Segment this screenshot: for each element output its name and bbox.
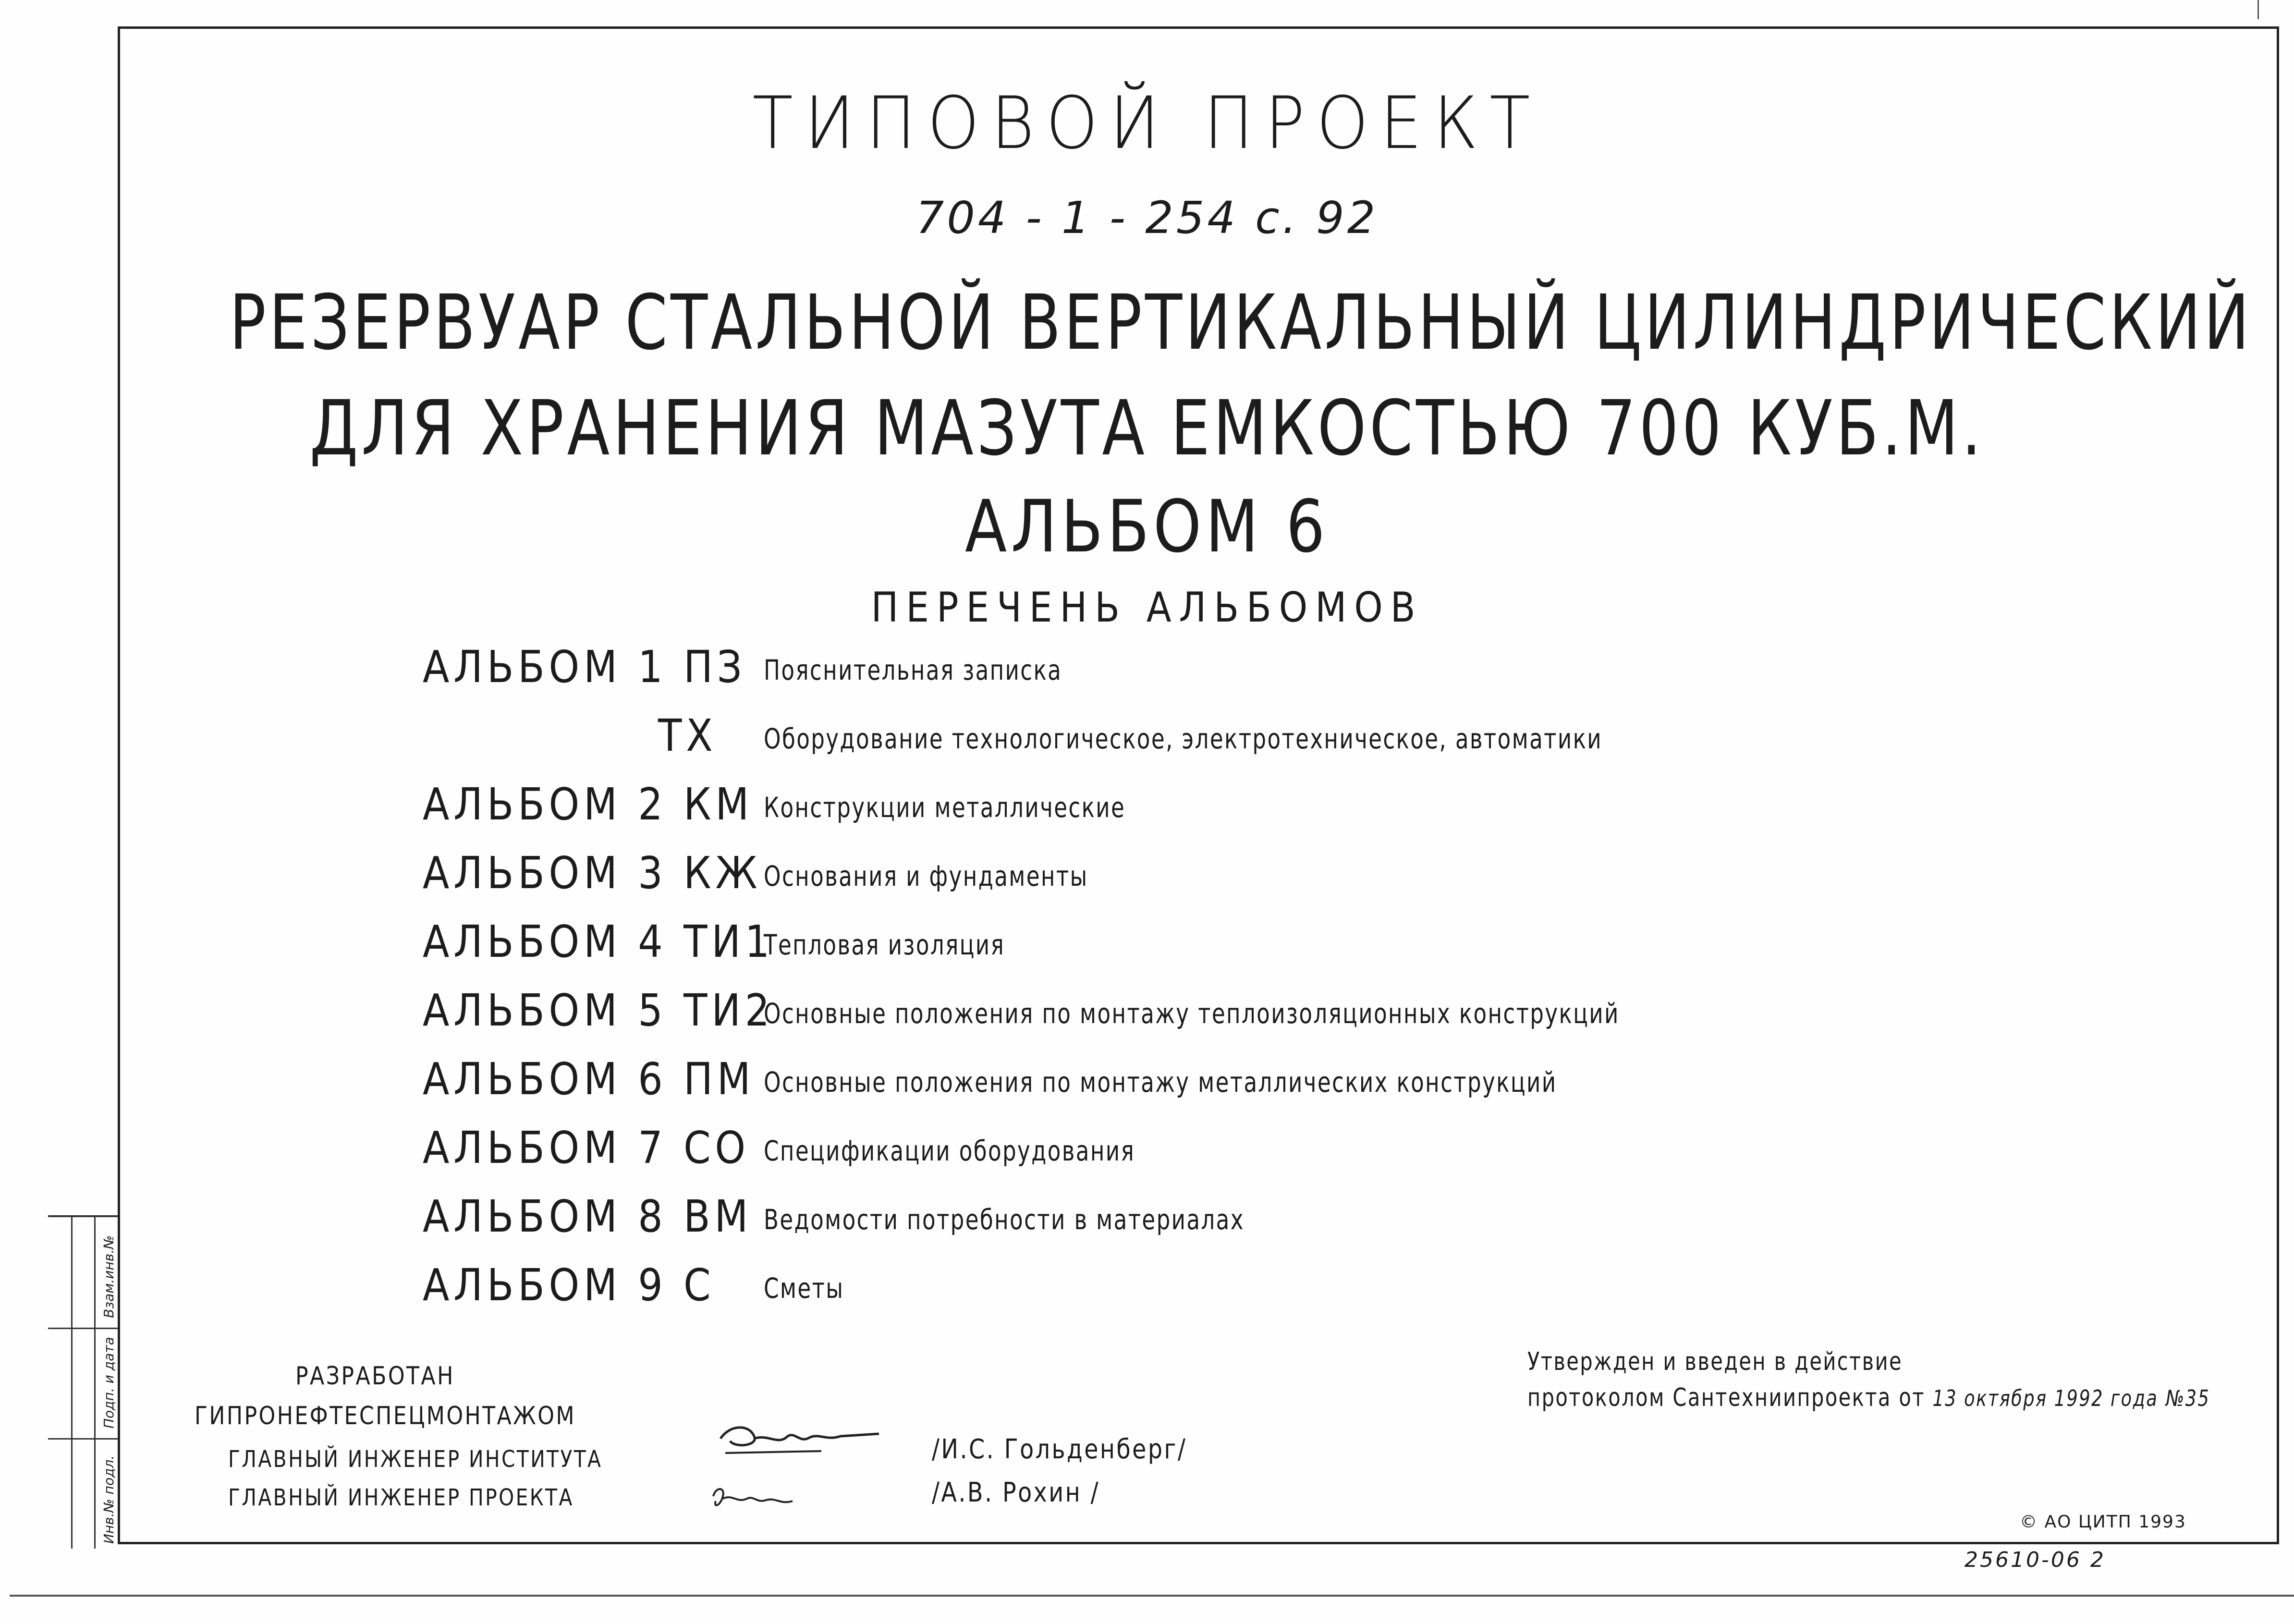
approval-number: №35 <box>2166 1385 2210 1411</box>
approval-line-1: Утвержден и введен в действие <box>1527 1347 1903 1376</box>
stamp-divider <box>48 1438 118 1440</box>
stamp-cell-signature: Подп. и дата <box>101 1337 117 1429</box>
developer-organization: ГИПРОНЕФТЕСПЕЦМОНТАЖОМ <box>195 1402 576 1430</box>
stamp-divider <box>48 1328 118 1329</box>
project-title-line-2: ДЛЯ ХРАНЕНИЯ МАЗУТА ЕМКОСТЬЮ 700 КУБ.М. <box>309 384 1985 473</box>
album-code: АЛЬБОМ 8 ВМ <box>423 1191 753 1242</box>
album-description: Ведомости потребности в материалах <box>764 1203 1245 1236</box>
album-description: Сметы <box>764 1272 844 1305</box>
album-description: Тепловая изоляция <box>764 928 1005 961</box>
stamp-cell-replacement: Взам.инв.№ <box>101 1235 117 1318</box>
chief-engineer-project-name: /А.В. Рохин / <box>932 1477 1100 1508</box>
album-code: АЛЬБОМ 9 С <box>423 1259 715 1311</box>
project-code: 704 - 1 - 254 с. 92 <box>915 192 1379 244</box>
corner-mark <box>2257 0 2259 19</box>
album-description: Конструкции металлические <box>764 791 1126 824</box>
bottom-trim-line <box>10 1595 2294 1597</box>
album-description: Пояснительная записка <box>764 654 1062 686</box>
chief-engineer-institute-name: /И.С. Гольденберг/ <box>932 1434 1187 1465</box>
album-description: Оборудование технологическое, электротехническое, автоматики <box>764 722 1603 755</box>
sheet-number: 25610-06 2 <box>1965 1548 2106 1572</box>
album-code: АЛЬБОМ 3 КЖ <box>423 847 762 899</box>
side-stamp <box>48 1215 118 1549</box>
album-description: Спецификации оборудования <box>764 1135 1135 1167</box>
project-title-line-1: РЕЗЕРВУАР СТАЛЬНОЙ ВЕРТИКАЛЬНЫЙ ЦИЛИНДРИЧЕСКИЙ <box>229 279 2253 367</box>
copyright-mark: © АО ЦИТП 1993 <box>2020 1512 2186 1532</box>
chief-engineer-project-label: ГЛАВНЫЙ ИНЖЕНЕР ПРОЕКТА <box>228 1484 574 1511</box>
stamp-cell-inventory: Инв.№ подл. <box>101 1455 117 1544</box>
approval-date: 13 октября 1992 года <box>1932 1385 2159 1411</box>
signature-goldenberg <box>716 1419 889 1458</box>
album-code: ТХ <box>658 710 717 761</box>
album-description: Основные положения по монтажу металлических конструкций <box>764 1066 1557 1099</box>
album-description: Основания и фундаменты <box>764 860 1088 892</box>
album-list-title: ПЕРЕЧЕНЬ АЛЬБОМОВ <box>871 584 1423 632</box>
approval-protocol: протоколом Сантехниипроекта от <box>1527 1383 1925 1412</box>
album-code: АЛЬБОМ 7 СО <box>423 1122 750 1173</box>
approval-line-2 <box>1527 1383 2210 1412</box>
album-code: АЛЬБОМ 1 ПЗ <box>423 641 746 693</box>
album-code: АЛЬБОМ 5 ТИ2 <box>423 985 774 1036</box>
stamp-col <box>94 1217 96 1549</box>
album-code: АЛЬБОМ 2 КМ <box>423 779 754 830</box>
album-description: Основные положения по монтажу теплоизоляционных конструкций <box>764 997 1620 1030</box>
stamp-col <box>71 1217 73 1549</box>
chief-engineer-institute-label: ГЛАВНЫЙ ИНЖЕНЕР ИНСТИТУТА <box>228 1446 603 1473</box>
album-code: АЛЬБОМ 6 ПМ <box>423 1053 755 1105</box>
album-number: АЛЬБОМ 6 <box>964 485 1330 569</box>
developed-by-label: РАЗРАБОТАН <box>295 1362 455 1391</box>
album-code: АЛЬБОМ 4 ТИ1 <box>423 916 774 967</box>
signature-rokhin <box>708 1482 805 1515</box>
document-type-title: ТИПОВОЙ ПРОЕКТ <box>752 82 1542 165</box>
